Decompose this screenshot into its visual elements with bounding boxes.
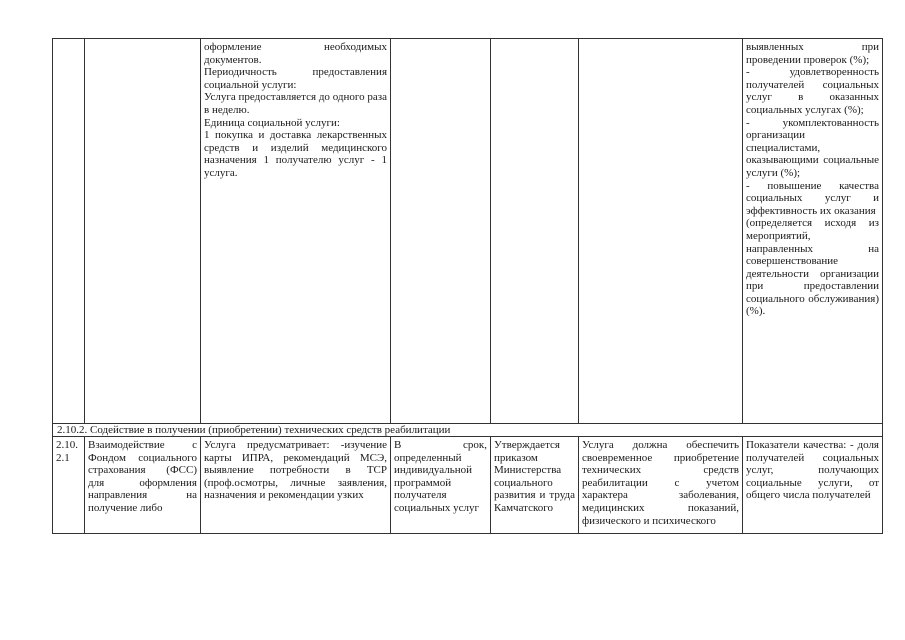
indicator-line: выявленных при проведении проверок (%);	[746, 41, 879, 66]
cell-service-name: Взаимодействие с Фондом социального страхования (ФСС) для оформления направления на получение либо	[85, 437, 201, 534]
description-line: Единица социальной услуги:	[204, 116, 340, 129]
description-line: Периодичность предоставления социальной услуги:	[204, 66, 387, 91]
section-title: 2.10.2. Содействие в получении (приобретении) технических средств реабилитации	[53, 424, 883, 437]
cell-description: Услуга предусматривает: -изучение карты ИПРА, рекомендаций МСЭ, выявление потребности в ТСР (проф.осмотры, личные заявления, назначения и рекомендации узких	[201, 437, 391, 534]
cell-number: 2.10. 2.1	[53, 437, 85, 534]
section-row	[53, 424, 883, 437]
cell-conditions	[579, 39, 743, 424]
cell-tariff	[491, 39, 579, 424]
cell-number	[53, 39, 85, 424]
cell-service-name	[85, 39, 201, 424]
cell-term: В срок, определенный индивидуальной программой получателя социальных услуг	[391, 437, 491, 534]
table-row	[53, 39, 883, 424]
description-line: 1 покупка и доставка лекарственных средств и изделий медицинского назначения 1 получателю услуг - 1 услуга.	[204, 129, 387, 179]
indicator-line: - удовлетворенность получателей социальных услуг в оказанных социальных услугах (%);	[746, 66, 879, 116]
indicator-line: (определяется исходя из мероприятий, направленных на совершенствование деятельности организации при предоставлении социального обслуживания) (%).	[746, 217, 879, 318]
services-table	[52, 38, 883, 534]
description-line: Услуга предоставляется до одного раза в неделю.	[204, 91, 387, 116]
cell-indicators: Показатели качества: - доля получателей социальных услуг, получающих социальные услуги, от общего числа получателей	[743, 437, 883, 534]
indicator-line: - укомплектованность организации специалистами, оказывающими социальные услуги (%);	[746, 116, 879, 179]
cell-description	[201, 39, 391, 424]
cell-term	[391, 39, 491, 424]
table-row	[53, 437, 883, 534]
indicator-line: - повышение качества социальных услуг и эффективность их оказания	[746, 179, 879, 217]
cell-indicators	[743, 39, 883, 424]
cell-conditions: Услуга должна обеспечить своевременное приобретение технических средств реабилитации с учетом характера заболевания, медицинских показаний, физического и психического	[579, 437, 743, 534]
description-line: оформление необходимых документов.	[204, 41, 387, 66]
cell-tariff: Утверждается приказом Министерства социального развития и труда Камчатского	[491, 437, 579, 534]
